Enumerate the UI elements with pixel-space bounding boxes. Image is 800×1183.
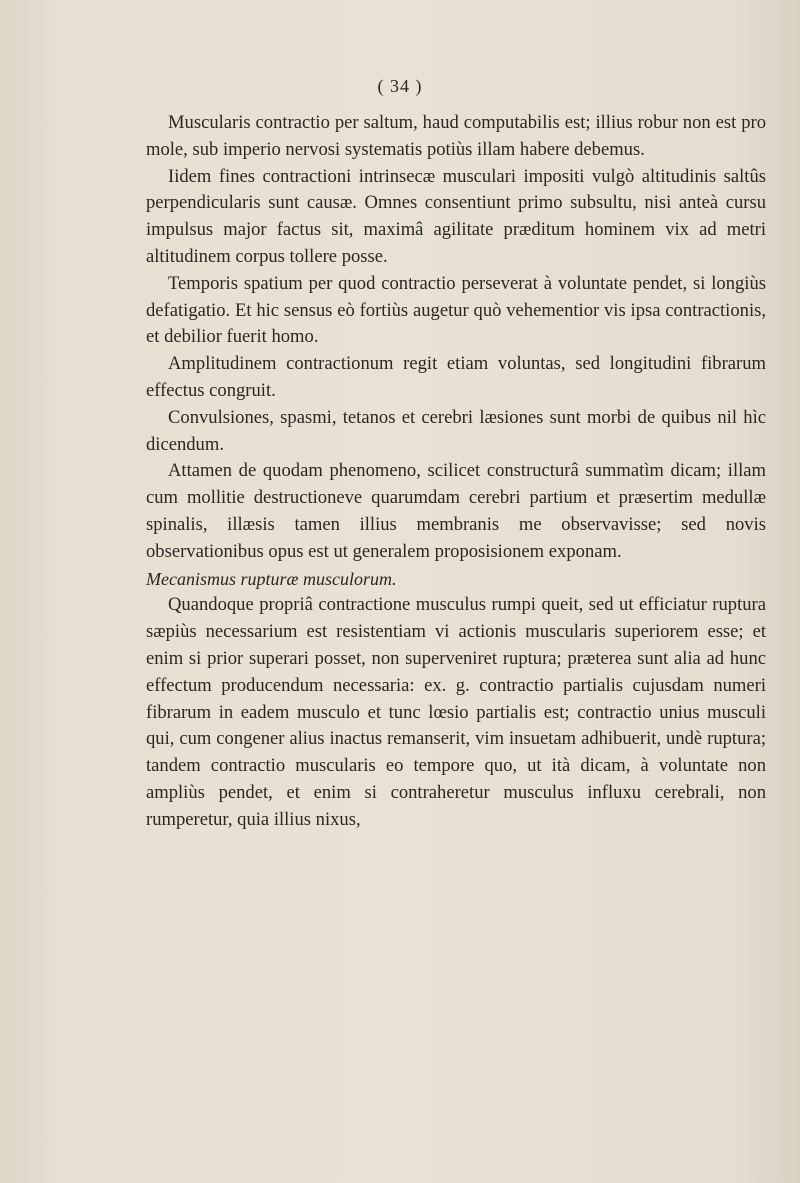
page-body bbox=[146, 110, 766, 834]
page-number: ( 34 ) bbox=[377, 76, 423, 96]
paragraph: Temporis spatium per quod contractio perseverat à voluntate pendet, si longiùs defatigatio. Et hic sensus eò fortiùs augetur quò vehementior vis ipsa contractionis, et debilior fuerit homo. bbox=[146, 272, 766, 348]
section-heading: Mecanismus rupturæ musculorum. bbox=[146, 568, 397, 589]
paragraph: Muscularis contractio per saltum, haud computabilis est; illius robur non est pro mole, sub imperio nervosi systematis potiùs illam habere debemus. bbox=[146, 112, 766, 160]
paragraph: Iidem fines contractioni intrinsecæ musculari impositi vulgò altitudinis saltûs perpendicularis sunt causæ. Omnes consentiunt primo subsultu, nisi anteà cursu impulsus major factus sit, maximâ agilitate præditum hominem vix ad metri altitudinem corpus tollere posse. bbox=[146, 165, 766, 267]
paragraph: Attamen de quodam phenomeno, scilicet constructurâ summatìm dicam; illam cum mollitie destructioneve quarumdam cerebri partium et præsertim medullæ spinalis, illæsis tamen illius membranis me observavisse; sed novis observationibus opus est ut generalem proposisionem exponam. bbox=[146, 460, 766, 562]
paragraph: Quandoque propriâ contractione musculus rumpi queit, sed ut efficiatur ruptura sæpiùs necessarium est resistentiam vi actionis muscularis superiorem esse; et enim si prior superari posset, non superveniret ruptura; præterea sunt alia ad hunc effectum producendum necessaria: ex. g. contractio partialis cujusdam numeri fibrarum in eadem musculo et tunc lœsio partialis est; contractio unius musculi qui, cum congener alius inactus remanserit, vim insuetam adhibuerit, undè ruptura; tandem contractio muscularis eo tempore quo, ut ità dicam, à voluntate non ampliùs pendet, et enim si contraheretur musculus influxu cerebrali, non rumperetur, quia illius nixus, bbox=[146, 594, 766, 830]
paragraph: Convulsiones, spasmi, tetanos et cerebri læsiones sunt morbi de quibus nil hìc dicendum. bbox=[146, 406, 766, 455]
paragraph: Amplitudinem contractionum regit etiam voluntas, sed longitudini fibrarum effectus congruit. bbox=[146, 353, 766, 401]
